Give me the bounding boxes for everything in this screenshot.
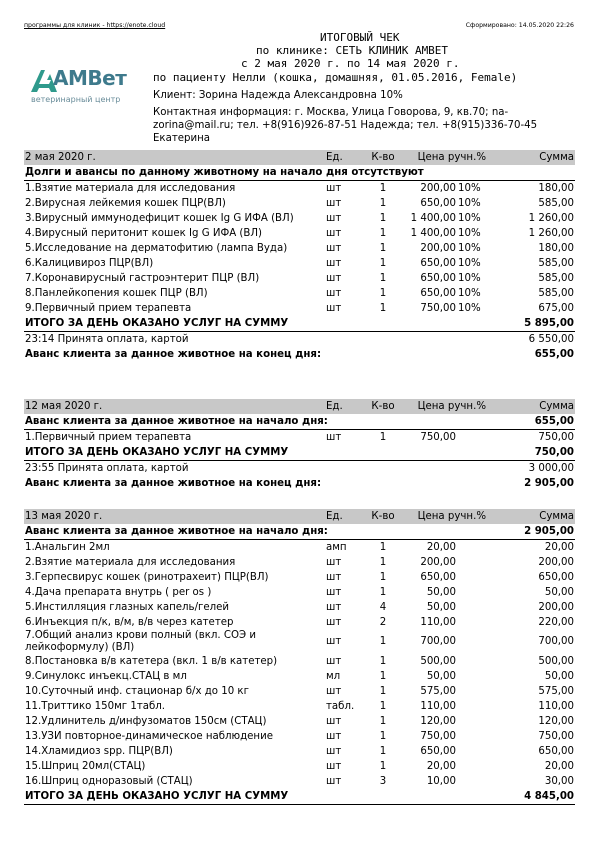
item-price: 650,00 [420,571,456,583]
line-item-row [24,430,575,446]
item-qty: 1 [379,760,387,772]
day-table-3 [24,509,575,805]
item-discount: 10% [458,302,481,314]
item-discount: 10% [458,212,481,224]
item-unit: шт [326,636,342,647]
item-price: 650,00 [420,745,456,757]
item-price: 50,00 [426,601,456,613]
item-qty: 1 [379,257,387,269]
line-item-row [24,540,575,556]
col-sum: Сумма [487,399,575,414]
day-total: 750,00 [487,445,575,461]
item-discount [457,759,487,774]
item-qty: 1 [379,541,387,553]
item-discount [457,744,487,759]
item-discount [457,585,487,600]
col-unit: Ед. [325,509,367,524]
item-qty: 1 [379,745,387,757]
col-sum: Сумма [487,150,575,165]
logo-wordmark: АМВет [53,66,127,90]
item-unit: шт [326,616,342,628]
item-discount [457,555,487,570]
generated-date: Сформировано: 14.05.2020 22:26 [465,22,574,29]
item-unit: шт [326,257,342,269]
payment-label: 23:55 Принята оплата, картой [25,462,189,474]
item-price: 110,00 [420,700,456,712]
item-price: 750,00 [420,431,456,443]
item-qty: 1 [379,715,387,727]
line-item-row [24,585,575,600]
item-sum: 200,00 [538,601,575,613]
day-total: 4 845,00 [487,789,575,805]
line-item-row [24,196,575,211]
opening-row [24,414,575,430]
item-qty: 1 [379,685,387,697]
item-discount [457,615,487,630]
day-header [24,150,575,165]
item-name: 6.Инъекция п/к, в/м, в/в через катетер [25,616,234,628]
item-unit: шт [326,655,342,667]
day-total-label: ИТОГО ЗА ДЕНЬ ОКАЗАНО УСЛУГ НА СУММУ [24,789,487,805]
item-qty: 1 [379,431,387,443]
item-price: 1 400,00 [410,227,456,239]
item-name: 12.Удлинитель д/инфузоматов 150см (СТАЦ) [25,715,267,727]
line-item-row [24,181,575,197]
item-price: 650,00 [420,272,456,284]
item-name: 14.Хламидиоз spp. ПЦР(ВЛ) [25,745,173,757]
period-line: с 2 мая 2020 г. по 14 мая 2020 г. [241,57,460,70]
item-sum: 575,00 [538,685,575,697]
item-price: 50,00 [426,670,456,682]
item-qty: 1 [379,272,387,284]
line-item-row [24,241,575,256]
item-discount: 10% [458,257,481,269]
item-qty: 1 [379,197,387,209]
item-price: 50,00 [426,586,456,598]
item-sum: 750,00 [538,730,575,742]
col-qty: К-во [367,150,399,165]
item-price: 650,00 [420,197,456,209]
item-sum: 675,00 [538,302,575,314]
contact-info: Контактная информация: г. Москва, Улица Говорова, 9, кв.70; na-zorina@mail.ru; тел. +8(916)926-87-51 Надежда; тел. +8(915)336-70-45 Екатерина [153,107,538,144]
line-item-row [24,600,575,615]
item-name: 13.УЗИ повторное-динамическое наблюдение [25,730,273,742]
closing-row [24,347,575,362]
item-name: 2.Взятие материала для исследования [25,556,236,568]
item-discount [457,669,487,684]
col-price: Цена ручн.% [399,150,487,165]
line-item-row [24,714,575,729]
day-header [24,509,575,524]
item-price: 650,00 [420,257,456,269]
item-unit: шт [326,586,342,598]
item-price: 650,00 [420,287,456,299]
day-total-row [24,445,575,461]
item-sum: 585,00 [538,257,575,269]
line-item-row [24,774,575,789]
item-price: 1 400,00 [410,212,456,224]
col-qty: К-во [367,399,399,414]
item-name: 1.Взятие материала для исследования [25,182,236,194]
item-price: 500,00 [420,655,456,667]
item-discount [457,684,487,699]
item-qty: 1 [379,655,387,667]
item-sum: 585,00 [538,197,575,209]
line-item-row [24,744,575,759]
item-name: 9.Первичный прием терапевта [25,302,192,314]
item-qty: 1 [379,212,387,224]
closing-label: Аванс клиента за данное животное на конец дня: [25,348,322,360]
item-price: 20,00 [426,541,456,553]
item-sum: 650,00 [538,745,575,757]
item-unit: шт [326,745,342,757]
item-qty: 1 [379,636,387,647]
item-name: 15.Шприц 20мл(СТАЦ) [25,760,146,772]
item-name: 4.Вирусный перитонит кошек Ig G ИФА (ВЛ) [25,227,263,239]
item-qty: 1 [379,730,387,742]
col-unit: Ед. [325,399,367,414]
line-item-row [24,301,575,316]
item-qty: 1 [379,700,387,712]
item-name: 7.Общий анализ крови полный (вкл. СОЭ и лейкоформулу) (ВЛ) [25,630,256,653]
item-name: 3.Герпесвирус кошек (ринотрахеит) ПЦР(ВЛ) [25,571,269,583]
item-sum: 20,00 [544,541,575,553]
item-qty: 1 [379,586,387,598]
client-line: Клиент: Зорина Надежда Александровна 10% [153,90,403,101]
payment-amount: 3 000,00 [528,462,575,474]
clinic-line: по клинике: СЕТЬ КЛИНИК АМВЕТ [256,44,449,57]
item-discount [457,430,487,446]
opening-amount: 655,00 [487,414,575,430]
line-item-row [24,570,575,585]
item-unit: шт [326,287,342,299]
item-name: 11.Триттико 150мг 1табл. [25,700,166,712]
item-qty: 4 [379,601,387,613]
item-unit: шт [326,730,342,742]
item-unit: шт [326,775,342,787]
item-sum: 120,00 [538,715,575,727]
col-unit: Ед. [325,150,367,165]
logo-subtitle: ветеринарный центр [31,95,121,104]
item-name: 2.Вирусная лейкемия кошек ПЦР(ВЛ) [25,197,226,209]
item-unit: шт [326,212,342,224]
item-sum: 1 260,00 [528,212,575,224]
item-sum: 180,00 [538,242,575,254]
item-discount: 10% [458,227,481,239]
clinic-logo [31,68,151,106]
line-item-row [24,211,575,226]
item-price: 200,00 [420,556,456,568]
col-price: Цена ручн.% [399,509,487,524]
item-discount [457,570,487,585]
item-name: 4.Дача препарата внутрь ( per os ) [25,586,212,598]
item-unit: шт [326,197,342,209]
item-sum: 750,00 [538,431,575,443]
item-discount [457,654,487,669]
item-discount [457,600,487,615]
item-discount [457,630,487,654]
item-price: 110,00 [420,616,456,628]
col-price: Цена ручн.% [399,399,487,414]
item-price: 700,00 [420,636,456,647]
day-date: 12 мая 2020 г. [24,399,325,414]
item-qty: 1 [379,670,387,682]
item-unit: шт [326,242,342,254]
item-qty: 1 [379,287,387,299]
item-name: 10.Суточный инф. стационар б/х до 10 кг [25,685,249,697]
item-unit: шт [326,556,342,568]
day-total: 5 895,00 [487,316,575,332]
item-unit: шт [326,302,342,314]
item-discount: 10% [458,197,481,209]
item-sum: 650,00 [538,571,575,583]
item-discount [457,729,487,744]
item-price: 10,00 [426,775,456,787]
item-discount [457,774,487,789]
payment-row [24,461,575,477]
top-bar [24,22,574,32]
item-price: 120,00 [420,715,456,727]
closing-row [24,476,575,491]
opening-balance: Долги и авансы по данному животному на начало дня отсутствуют [24,165,575,181]
col-sum: Сумма [487,509,575,524]
item-qty: 1 [379,242,387,254]
line-item-row [24,669,575,684]
item-sum: 200,00 [538,556,575,568]
item-name: 1.Анальгин 2мл [25,541,110,553]
item-price: 750,00 [420,730,456,742]
payment-amount: 6 550,00 [528,333,575,345]
item-qty: 3 [379,775,387,787]
day-total-label: ИТОГО ЗА ДЕНЬ ОКАЗАНО УСЛУГ НА СУММУ [24,316,487,332]
item-qty: 1 [379,571,387,583]
item-sum: 1 260,00 [528,227,575,239]
item-unit: амп [326,541,347,553]
item-sum: 180,00 [538,182,575,194]
closing-amount: 2 905,00 [524,477,575,489]
receipt-title: ИТОГОВЫЙ ЧЕК [320,31,400,44]
day-header [24,399,575,414]
payment-label: 23:14 Принята оплата, картой [25,333,189,345]
item-unit: табл. [326,700,355,712]
item-sum: 110,00 [538,700,575,712]
item-price: 750,00 [420,302,456,314]
patient-line: по пациенту Нелли (кошка, домашняя, 01.05.2016, Female) [153,71,518,84]
item-price: 200,00 [420,182,456,194]
item-name: 16.Шприц одноразовый (СТАЦ) [25,775,193,787]
item-name: 7.Коронавирусный гастроэнтерит ПЦР (ВЛ) [25,272,260,284]
item-discount: 10% [458,182,481,194]
item-sum: 20,00 [544,760,575,772]
item-sum: 30,00 [544,775,575,787]
day-total-row [24,789,575,805]
item-sum: 700,00 [538,636,575,647]
opening-row [24,524,575,540]
item-price: 200,00 [420,242,456,254]
opening-label: Аванс клиента за данное животное на начало дня: [24,524,487,540]
item-qty: 1 [379,182,387,194]
item-unit: шт [326,601,342,613]
line-item-row [24,729,575,744]
item-sum: 220,00 [538,616,575,628]
item-name: 8.Постановка в/в катетера (вкл. 1 в/в катетер) [25,655,278,667]
item-sum: 50,00 [544,586,575,598]
day-table-1 [24,150,575,362]
item-sum: 500,00 [538,655,575,667]
item-qty: 1 [379,556,387,568]
item-name: 9.Синулокс инъекц.СТАЦ в мл [25,670,187,682]
closing-amount: 655,00 [534,348,575,360]
item-sum: 585,00 [538,272,575,284]
line-item-row [24,256,575,271]
item-name: 8.Панлейкопения кошек ПЦР (ВЛ) [25,287,208,299]
item-qty: 1 [379,227,387,239]
line-item-row [24,271,575,286]
line-item-row [24,226,575,241]
item-discount: 10% [458,287,481,299]
item-discount [457,699,487,714]
item-name: 3.Вирусный иммунодефицит кошек Ig G ИФА (ВЛ) [25,212,294,224]
item-discount [457,714,487,729]
item-price: 575,00 [420,685,456,697]
line-item-row [24,630,575,654]
day-date: 2 мая 2020 г. [24,150,325,165]
line-item-row [24,699,575,714]
line-item-row [24,286,575,301]
line-item-row [24,654,575,669]
item-unit: шт [326,272,342,284]
item-qty: 1 [379,302,387,314]
opening-amount: 2 905,00 [487,524,575,540]
item-discount [457,540,487,556]
day-table-2 [24,399,575,491]
vendor-link[interactable]: программы для клиник - https://enote.cloud [24,22,166,29]
line-item-row [24,555,575,570]
item-sum: 585,00 [538,287,575,299]
item-unit: шт [326,685,342,697]
opening-label: Аванс клиента за данное животное на начало дня: [24,414,487,430]
item-price: 20,00 [426,760,456,772]
day-date: 13 мая 2020 г. [24,509,325,524]
item-name: 5.Инстилляция глазных капель/гелей [25,601,230,613]
payment-row [24,332,575,348]
item-discount: 10% [458,242,481,254]
item-unit: шт [326,431,342,443]
col-qty: К-во [367,509,399,524]
item-unit: шт [326,715,342,727]
item-qty: 2 [379,616,387,628]
item-name: 5.Исследование на дерматофитию (лампа Вуда) [25,242,288,254]
item-unit: шт [326,182,342,194]
item-unit: шт [326,760,342,772]
line-item-row [24,615,575,630]
day-total-label: ИТОГО ЗА ДЕНЬ ОКАЗАНО УСЛУГ НА СУММУ [24,445,487,461]
closing-label: Аванс клиента за данное животное на конец дня: [25,477,322,489]
item-name: 1.Первичный прием терапевта [25,431,192,443]
item-name: 6.Калицивироз ПЦР(ВЛ) [25,257,154,269]
line-item-row [24,684,575,699]
item-unit: шт [326,227,342,239]
item-sum: 50,00 [544,670,575,682]
item-unit: шт [326,571,342,583]
line-item-row [24,759,575,774]
item-unit: мл [326,670,341,682]
day-total-row [24,316,575,332]
item-discount: 10% [458,272,481,284]
